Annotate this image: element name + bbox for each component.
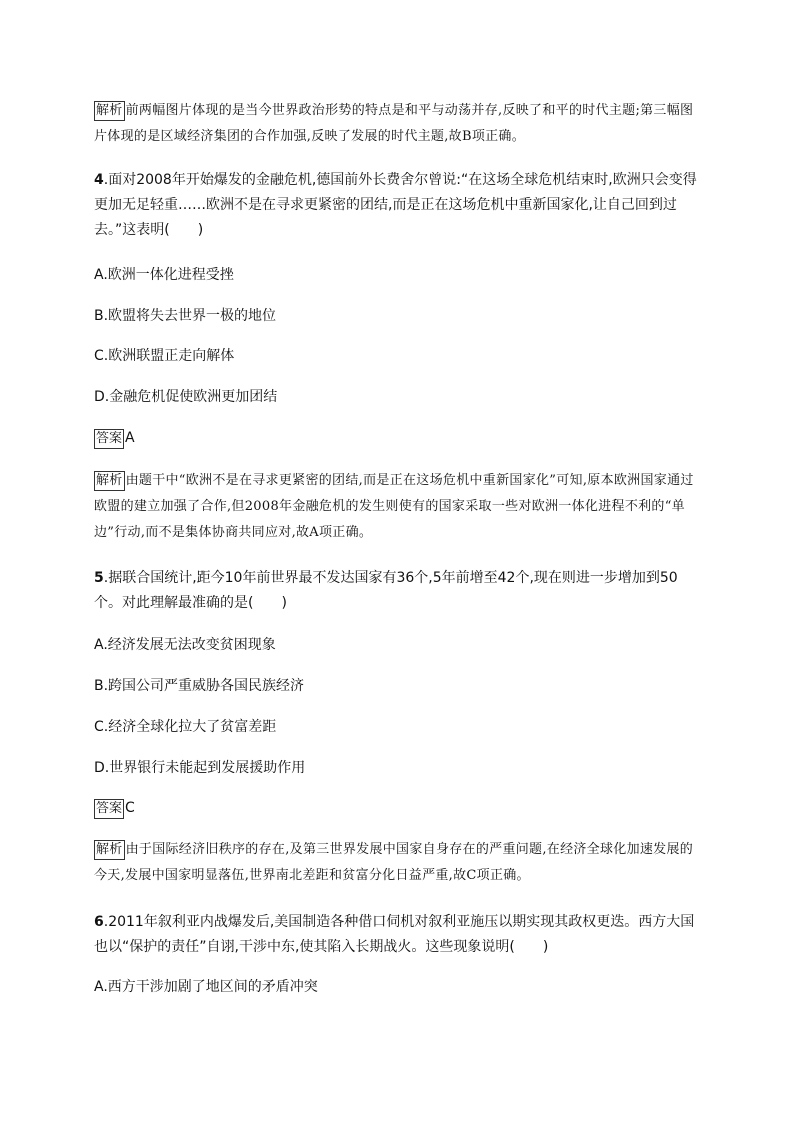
option-a: A.欧洲一体化进程受挫 — [94, 267, 234, 283]
analysis-tag: 解析 — [94, 471, 125, 491]
question-number: 5 — [94, 570, 104, 586]
answer-value: C — [125, 800, 135, 816]
analysis-text: 由题干中“欧洲不是在寻求更紧密的团结,而是正在这场危机中重新国家化”可知,原本欧洲国家通过欧盟的建立加强了合作,但2008年金融危机的发生则使有的国家采取一些对欧洲一体化进程不利的“单边”行动,而不是集体协商共同应对,故A项正确。 — [94, 473, 694, 540]
question-6 — [94, 910, 704, 960]
option-c: C.欧洲联盟正走向解体 — [94, 348, 235, 364]
option-b: B.欧盟将失去世界一极的地位 — [94, 308, 277, 324]
option-d: D.金融危机促使欧洲更加团结 — [94, 389, 278, 405]
analysis-paragraph — [94, 837, 704, 889]
analysis-text: 由于国际经济旧秩序的存在,及第三世界发展中国家自身存在的严重问题,在经济全球化加速发展的今天,发展中国家明显落伍,世界南北差距和贫富分化日益严重,故C项正确。 — [94, 842, 694, 883]
analysis-tag: 解析 — [94, 840, 125, 860]
analysis-text: 前两幅图片体现的是当今世界政治形势的特点是和平与动荡并存,反映了和平的时代主题;第三幅图片体现的是区域经济集团的合作加强,反映了发展的时代主题,故B项正确。 — [94, 103, 694, 144]
question-5 — [94, 566, 704, 616]
option-a: A.经济发展无法改变贫困现象 — [94, 637, 276, 653]
answer-tag: 答案 — [94, 429, 124, 449]
analysis-tag: 解析 — [94, 101, 125, 121]
answer-value: A — [125, 430, 135, 446]
option-c: C.经济全球化拉大了贫富差距 — [94, 719, 277, 735]
question-text: .面对2008年开始爆发的金融危机,德国前外长费舍尔曾说:“在这场全球危机结束时,欧洲只会变得更加无足轻重……欧洲不是在寻求更紧密的团结,而是正在这场危机中重新国家化,让自己回到过去。”这表明( ) — [94, 172, 697, 238]
question-text: .2011年叙利亚内战爆发后,美国制造各种借口伺机对叙利亚施压以期实现其政权更迭。西方大国也以“保护的责任”自诩,干涉中东,使其陷入长期战火。这些现象说明( ) — [94, 914, 695, 955]
option-d: D.世界银行未能起到发展援助作用 — [94, 760, 306, 776]
answer-line — [94, 798, 704, 819]
question-4 — [94, 168, 704, 243]
question-number: 6 — [94, 914, 104, 930]
question-text: .据联合国统计,距今10年前世界最不发达国家有36个,5年前增至42个,现在则进一步增加到50个。对此理解最准确的是( ) — [94, 570, 678, 611]
answer-line — [94, 428, 704, 449]
analysis-paragraph — [94, 98, 704, 150]
question-number: 4 — [94, 172, 104, 188]
option-b: B.跨国公司严重威胁各国民族经济 — [94, 678, 305, 694]
answer-tag: 答案 — [94, 799, 124, 819]
option-a: A.西方干涉加剧了地区间的矛盾冲突 — [94, 979, 318, 995]
analysis-paragraph — [94, 468, 704, 546]
